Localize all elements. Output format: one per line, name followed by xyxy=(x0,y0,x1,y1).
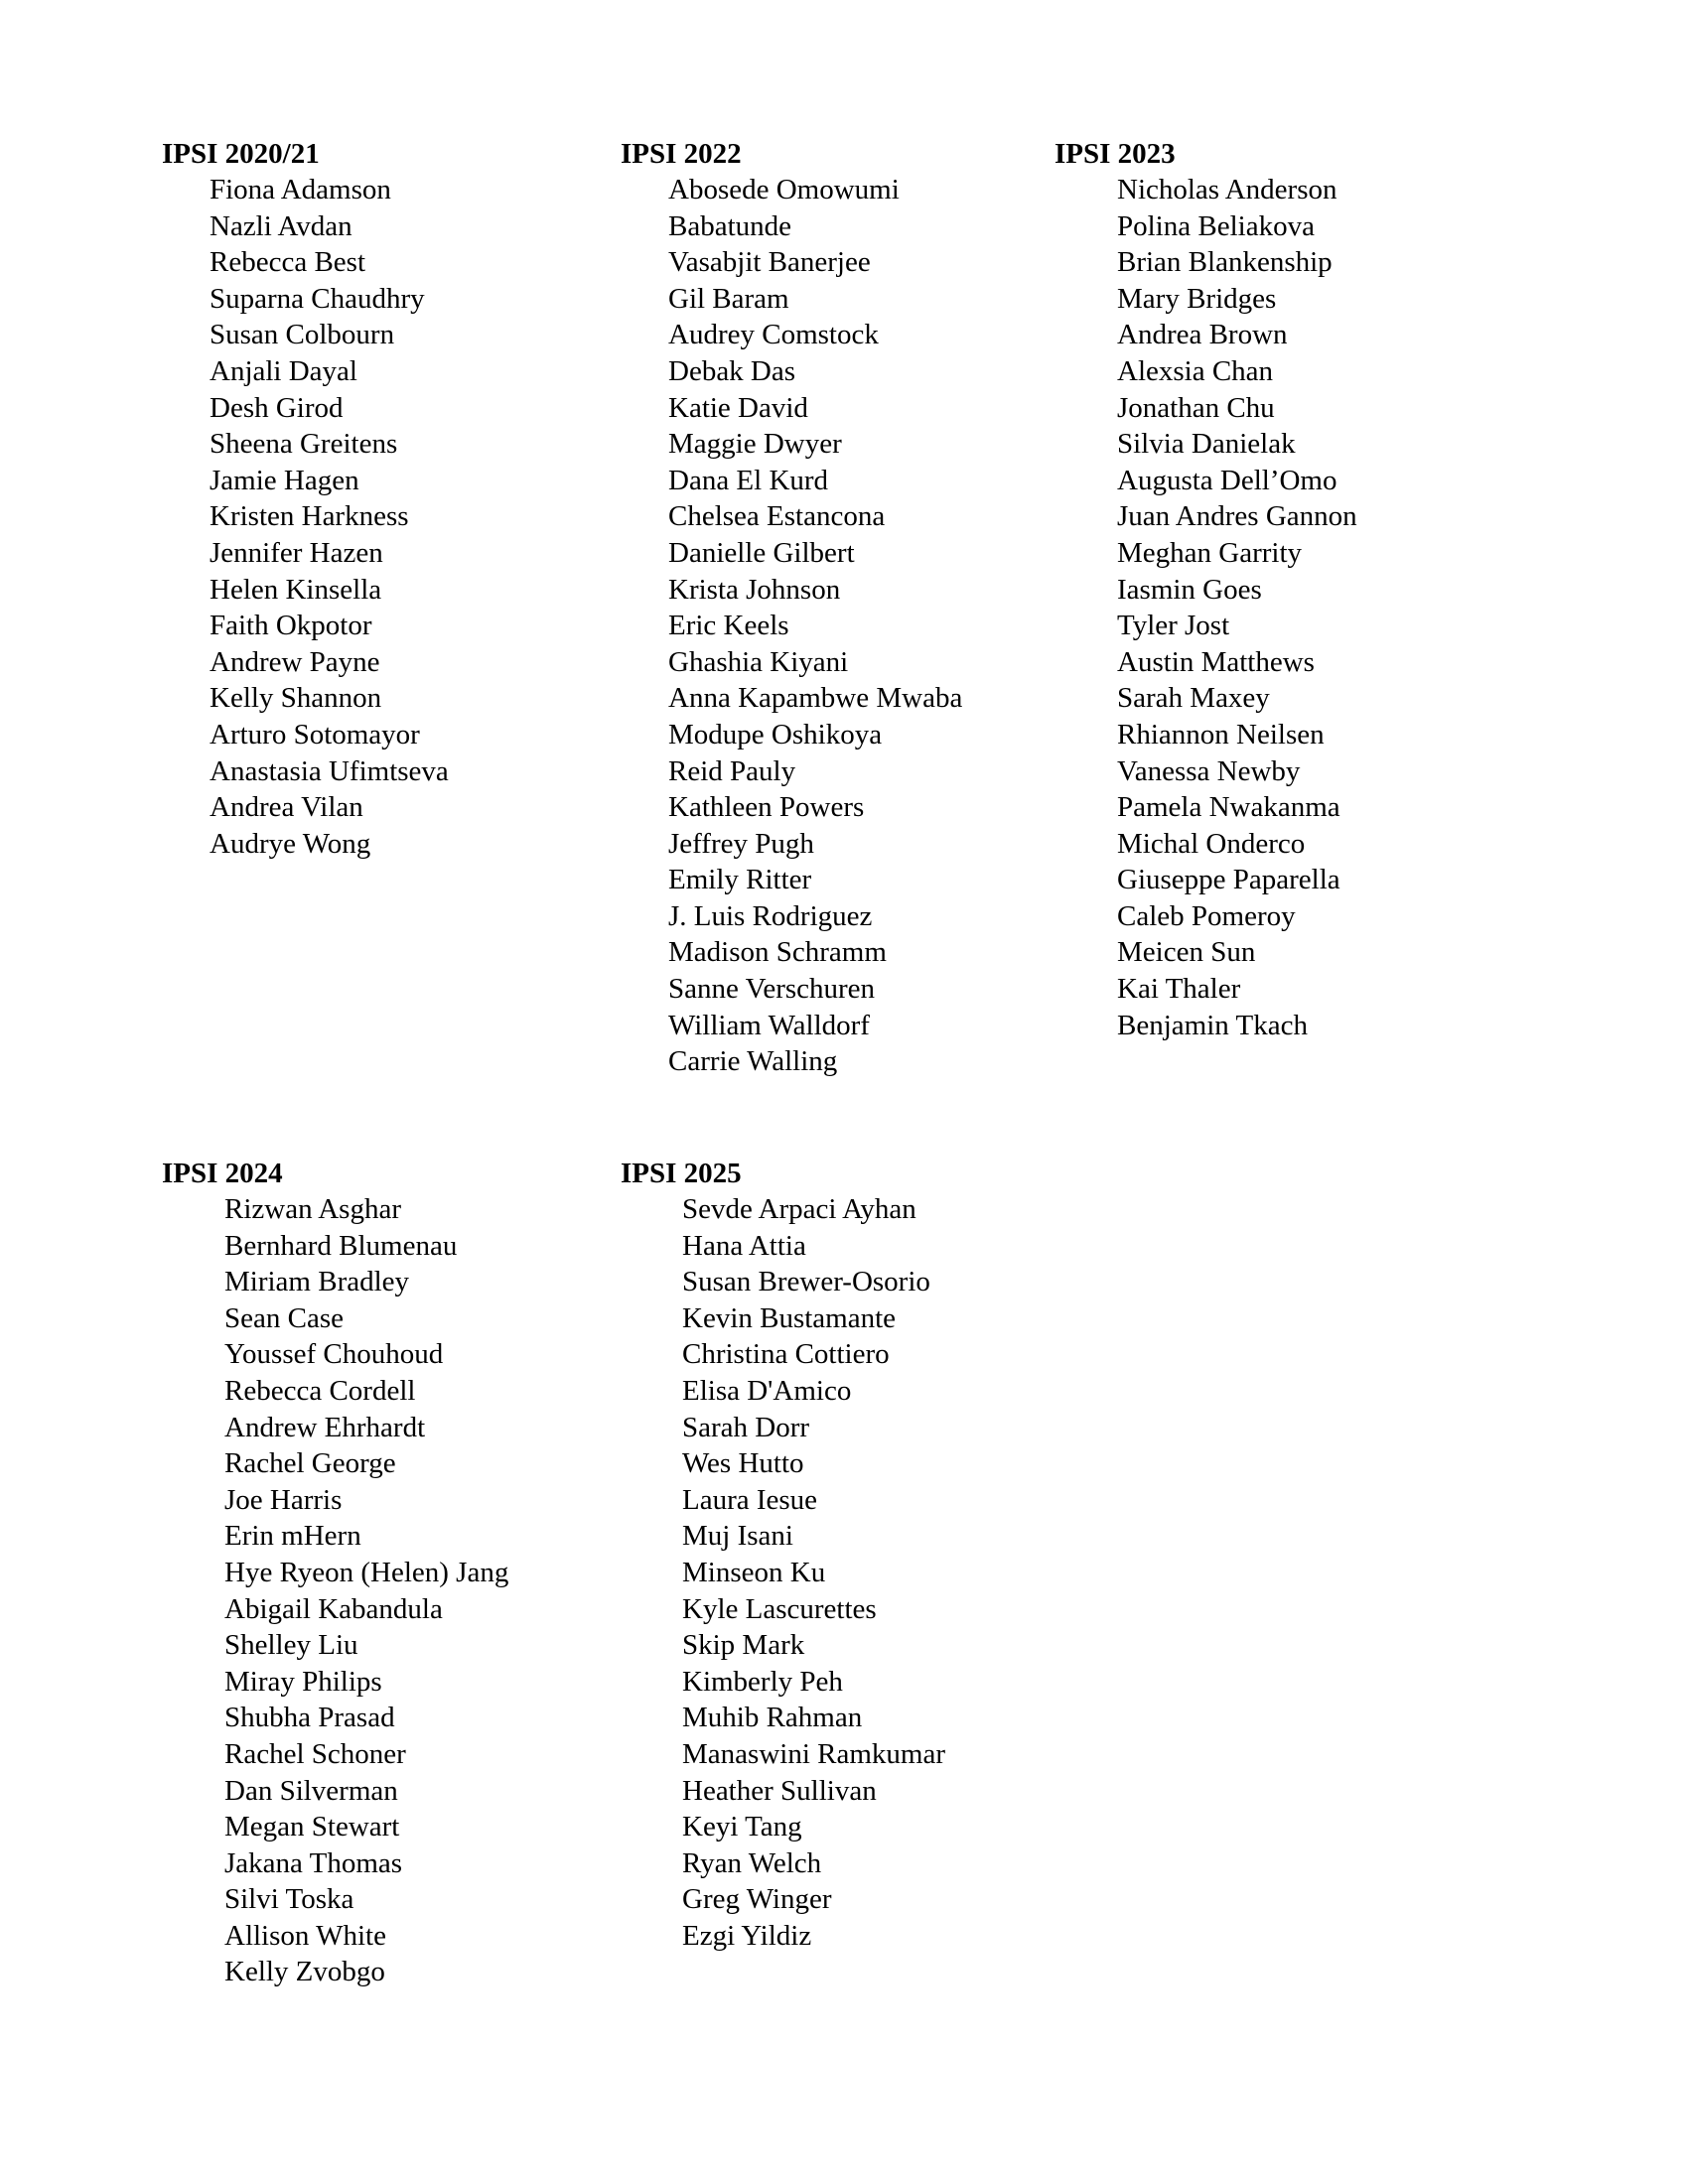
name-item: Kelly Zvobgo xyxy=(224,1956,385,1988)
name-item: Andrew Payne xyxy=(210,645,380,678)
name-item: Elisa D'Amico xyxy=(682,1374,852,1407)
name-item: Kyle Lascurettes xyxy=(682,1592,877,1625)
cohort-2023 xyxy=(1055,136,1357,1043)
name-item: Sarah Maxey xyxy=(1117,682,1270,715)
name-item: Silvi Toska xyxy=(224,1883,354,1916)
name-item: Danielle Gilbert xyxy=(668,536,855,569)
name-item: Miray Philips xyxy=(224,1665,382,1698)
name-item: Jakana Thomas xyxy=(224,1846,403,1879)
name-item: Jamie Hagen xyxy=(210,464,359,496)
name-list xyxy=(1117,172,1357,1043)
name-item: Hye Ryeon (Helen) Jang xyxy=(224,1556,509,1588)
name-item: Emily Ritter xyxy=(668,864,812,896)
name-item: Kevin Bustamante xyxy=(682,1301,897,1334)
name-item: Vasabjit Banerjee xyxy=(668,246,871,279)
name-item: Minseon Ku xyxy=(682,1556,826,1588)
name-item: Krista Johnson xyxy=(668,573,841,606)
name-item: Kathleen Powers xyxy=(668,791,865,824)
name-item: J. Luis Rodriguez xyxy=(668,899,873,932)
name-item: Chelsea Estancona xyxy=(668,500,886,533)
name-item: Rhiannon Neilsen xyxy=(1117,718,1325,751)
name-item: Rachel Schoner xyxy=(224,1737,406,1770)
cohort-2022 xyxy=(621,136,962,1080)
name-item: Jeffrey Pugh xyxy=(668,827,814,860)
name-item: Gil Baram xyxy=(668,282,789,315)
name-item: Abigail Kabandula xyxy=(224,1592,443,1625)
name-item: Ezgi Yildiz xyxy=(682,1919,812,1952)
name-item: Anna Kapambwe Mwaba xyxy=(668,682,963,715)
name-item: Tyler Jost xyxy=(1117,610,1230,642)
name-item: Erin mHern xyxy=(224,1520,361,1553)
name-item: Rizwan Asghar xyxy=(224,1193,401,1225)
name-item: Allison White xyxy=(224,1919,386,1952)
name-item: Katie David xyxy=(668,391,808,424)
name-item: Michal Onderco xyxy=(1117,827,1306,860)
name-item: Reid Pauly xyxy=(668,754,796,787)
name-item: Arturo Sotomayor xyxy=(210,718,420,751)
name-item: Andrea Vilan xyxy=(210,791,363,824)
name-item: Skip Mark xyxy=(682,1629,805,1662)
name-item: Fiona Adamson xyxy=(210,174,391,205)
name-item: Anjali Dayal xyxy=(210,354,357,387)
name-item: Joe Harris xyxy=(224,1483,343,1516)
name-item: Susan Colbourn xyxy=(210,319,395,351)
name-item: Babatunde xyxy=(668,209,792,242)
name-item: Susan Brewer-Osorio xyxy=(682,1266,930,1298)
name-item: Brian Blankenship xyxy=(1117,246,1333,279)
name-item: Mary Bridges xyxy=(1117,282,1277,315)
name-item: Benjamin Tkach xyxy=(1117,1009,1308,1041)
name-item: Manaswini Ramkumar xyxy=(682,1737,945,1770)
name-item: Debak Das xyxy=(668,354,796,387)
name-item: Alexsia Chan xyxy=(1117,354,1274,387)
name-list xyxy=(224,1191,508,1990)
name-item: Faith Okpotor xyxy=(210,610,372,642)
name-item: Sheena Greitens xyxy=(210,428,398,461)
name-item: Megan Stewart xyxy=(224,1811,400,1843)
name-item: Meicen Sun xyxy=(1117,936,1256,969)
name-item: Kristen Harkness xyxy=(210,500,409,533)
name-item: Anastasia Ufimtseva xyxy=(210,754,449,787)
name-item: Jonathan Chu xyxy=(1117,391,1275,424)
name-item: Hana Attia xyxy=(682,1229,806,1262)
cohort-2020-21 xyxy=(162,136,449,862)
name-item: Juan Andres Gannon xyxy=(1117,500,1357,533)
name-item: Sanne Verschuren xyxy=(668,973,876,1006)
name-item: Bernhard Blumenau xyxy=(224,1229,458,1262)
name-item: Madison Schramm xyxy=(668,936,887,969)
name-item: Sarah Dorr xyxy=(682,1411,810,1443)
name-item: Sevde Arpaci Ayhan xyxy=(682,1193,916,1225)
name-item: Andrea Brown xyxy=(1117,319,1288,351)
name-item: Ghashia Kiyani xyxy=(668,645,849,678)
name-item: Nazli Avdan xyxy=(210,209,352,242)
name-item: Dana El Kurd xyxy=(668,464,829,496)
name-item: Meghan Garrity xyxy=(1117,536,1303,569)
name-item: Ryan Welch xyxy=(682,1846,822,1879)
name-item: Shubha Prasad xyxy=(224,1702,395,1734)
name-item: Silvia Danielak xyxy=(1117,428,1296,461)
name-item: Modupe Oshikoya xyxy=(668,718,883,751)
name-item: Shelley Liu xyxy=(224,1629,358,1662)
cohort-title: IPSI 2025 xyxy=(621,1158,742,1189)
name-item: Audrye Wong xyxy=(210,827,371,860)
name-item: Desh Girod xyxy=(210,391,344,424)
name-item: Eric Keels xyxy=(668,610,789,642)
cohort-title: IPSI 2022 xyxy=(621,138,742,170)
name-list xyxy=(668,172,962,1080)
name-item: Kelly Shannon xyxy=(210,682,382,715)
name-item: Austin Matthews xyxy=(1117,645,1315,678)
name-item: Heather Sullivan xyxy=(682,1774,877,1807)
name-item: Vanessa Newby xyxy=(1117,754,1301,787)
name-item: Sean Case xyxy=(224,1301,344,1334)
name-item: Rebecca Cordell xyxy=(224,1374,416,1407)
name-item: Maggie Dwyer xyxy=(668,428,842,461)
name-item: Augusta Dell’Omo xyxy=(1117,464,1337,496)
cohort-title: IPSI 2020/21 xyxy=(162,138,320,170)
name-item: Pamela Nwakanma xyxy=(1117,791,1340,824)
name-list xyxy=(682,1191,945,1954)
name-item: Greg Winger xyxy=(682,1883,832,1916)
name-item: Kimberly Peh xyxy=(682,1665,843,1698)
name-item: Helen Kinsella xyxy=(210,573,382,606)
name-item: Polina Beliakova xyxy=(1117,209,1315,242)
name-item: Muj Isani xyxy=(682,1520,793,1553)
name-item: Youssef Chouhoud xyxy=(224,1338,444,1371)
name-item: Wes Hutto xyxy=(682,1447,804,1480)
cohort-2024 xyxy=(162,1156,508,1990)
name-item: Jennifer Hazen xyxy=(210,536,383,569)
name-list xyxy=(210,172,449,862)
name-item: Giuseppe Paparella xyxy=(1117,864,1340,896)
name-item: Suparna Chaudhry xyxy=(210,282,425,315)
name-item: Kai Thaler xyxy=(1117,973,1241,1006)
name-item: Miriam Bradley xyxy=(224,1266,410,1298)
name-item: William Walldorf xyxy=(668,1009,870,1041)
name-item: Andrew Ehrhardt xyxy=(224,1411,426,1443)
name-item: Dan Silverman xyxy=(224,1774,398,1807)
name-item: Keyi Tang xyxy=(682,1811,802,1843)
name-item: Caleb Pomeroy xyxy=(1117,899,1296,932)
name-item: Carrie Walling xyxy=(668,1045,838,1078)
name-item: Audrey Comstock xyxy=(668,319,879,351)
name-item: Laura Iesue xyxy=(682,1483,818,1516)
cohort-title: IPSI 2023 xyxy=(1055,138,1176,170)
name-item: Christina Cottiero xyxy=(682,1338,890,1371)
name-item: Muhib Rahman xyxy=(682,1702,863,1734)
name-item: Rebecca Best xyxy=(210,246,366,279)
name-item: Rachel George xyxy=(224,1447,396,1480)
cohort-2025 xyxy=(621,1156,945,1954)
name-item: Nicholas Anderson xyxy=(1117,174,1337,205)
cohort-title: IPSI 2024 xyxy=(162,1158,283,1189)
name-item: Abosede Omowumi xyxy=(668,174,900,205)
name-item: Iasmin Goes xyxy=(1117,573,1262,606)
